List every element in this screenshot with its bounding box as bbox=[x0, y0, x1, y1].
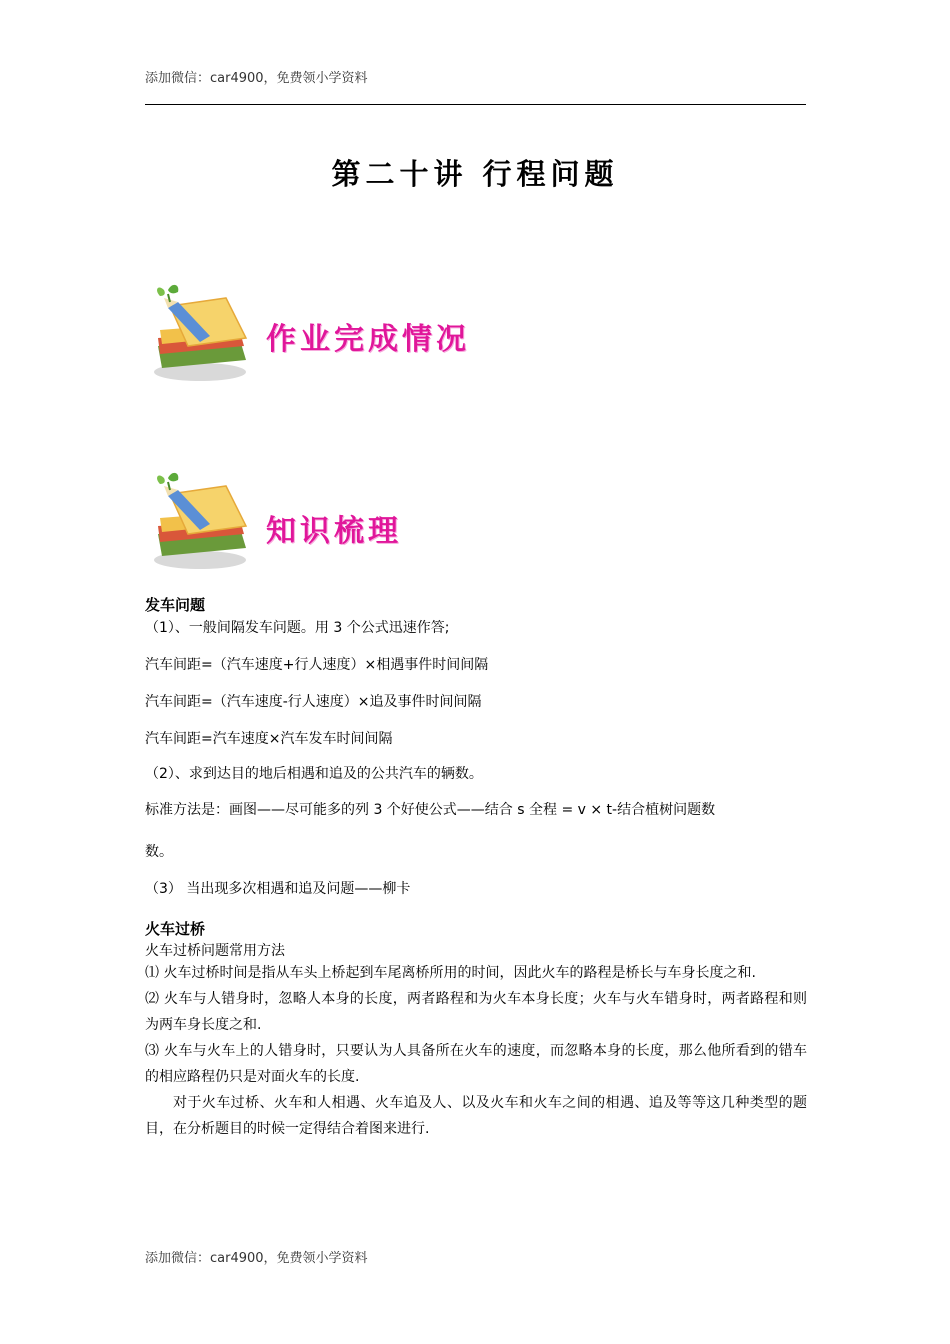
bus-line-3: （3） 当出现多次相遇和追及问题——柳卡 bbox=[145, 881, 411, 897]
footer-text: 添加微信：car4900，免费领小学资料 bbox=[145, 1251, 368, 1266]
bus-method: 标准方法是：画图——尽可能多的列 3 个好使公式——结合 s 全程 = v × t-结合植树问题数 bbox=[145, 802, 716, 818]
bus-method-cont: 数。 bbox=[145, 844, 173, 860]
train-point-2: ⑵ 火车与人错身时，忽略人本身的长度，两者路程和为火车本身长度；火车与火车错身时，两者路程和则为两车身长度之和. bbox=[145, 991, 807, 1033]
section-title-homework: 作业完成情况 bbox=[266, 322, 470, 357]
header-divider bbox=[145, 104, 806, 105]
bus-heading: 发车问题 bbox=[145, 596, 206, 614]
train-point-1: ⑴ 火车过桥时间是指从车头上桥起到车尾离桥所用的时间，因此火车的路程是桥长与车身长度之和. bbox=[145, 965, 756, 981]
bus-formula-3: 汽车间距=汽车速度×汽车发车时间间隔 bbox=[145, 731, 393, 747]
section-banner-homework bbox=[148, 276, 568, 386]
bus-line-2: （2）、求到达目的地后相遇和追及的公共汽车的辆数。 bbox=[145, 766, 483, 782]
header-text: 添加微信：car4900，免费领小学资料 bbox=[145, 71, 368, 86]
train-point-3: ⑶ 火车与火车上的人错身时，只要认为人具备所在火车的速度，而忽略本身的长度，那么他所看到的错车的相应路程仍只是对面火车的长度. bbox=[145, 1043, 807, 1085]
train-summary: 对于火车过桥、火车和人相遇、火车追及人、以及火车和火车之间的相遇、追及等等这几种类型的题目，在分析题目的时候一定得结合着图来进行. bbox=[145, 1095, 807, 1137]
train-heading: 火车过桥 bbox=[145, 920, 206, 938]
section-title-knowledge: 知识梳理 bbox=[266, 514, 402, 549]
bus-formula-2: 汽车间距=（汽车速度-行人速度）×追及事件时间间隔 bbox=[145, 694, 482, 710]
pencil-books-icon bbox=[148, 464, 258, 574]
train-section bbox=[145, 918, 807, 1142]
bus-section bbox=[145, 594, 807, 898]
bus-line-1: （1）、一般间隔发车问题。用 3 个公式迅速作答; bbox=[145, 620, 450, 636]
bus-formula-1: 汽车间距=（汽车速度+行人速度）×相遇事件时间间隔 bbox=[145, 657, 489, 673]
pencil-books-icon bbox=[148, 276, 258, 386]
section-banner-knowledge bbox=[148, 464, 568, 574]
train-intro: 火车过桥问题常用方法 bbox=[145, 943, 285, 959]
page-title: 第二十讲 行程问题 bbox=[331, 157, 619, 191]
